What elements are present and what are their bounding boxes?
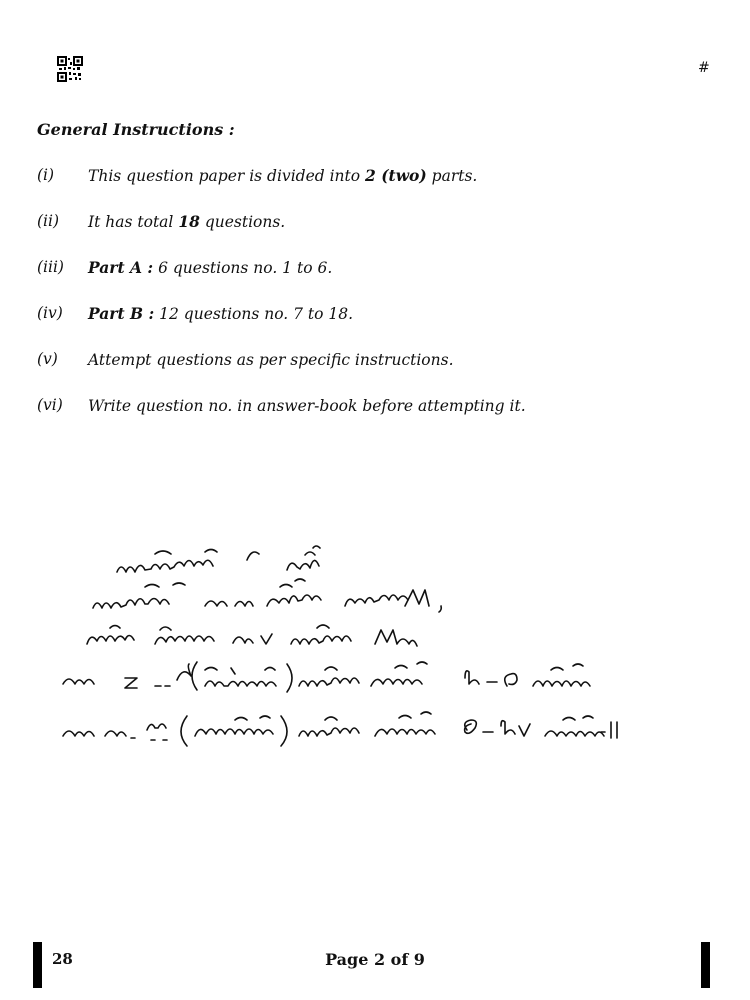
corner-mark: # xyxy=(698,60,710,76)
instruction-number: (i) xyxy=(37,166,55,184)
instruction-text: Attempt questions as per specific instructions. xyxy=(88,351,454,369)
page-code: 28 xyxy=(52,950,73,968)
instruction-text: Write question no. in answer-book before attempting it. xyxy=(88,397,526,415)
instruction-item xyxy=(37,350,717,396)
instruction-item xyxy=(37,304,717,350)
instruction-text: It has total 18 questions. xyxy=(88,212,286,231)
instruction-number: (vi) xyxy=(37,396,63,414)
instruction-text: Part B : 12 questions no. 7 to 18. xyxy=(88,304,354,323)
instruction-text: This question paper is divided into 2 (two) parts. xyxy=(88,166,478,185)
instruction-number: (v) xyxy=(37,350,58,368)
instruction-item xyxy=(37,166,717,212)
instruction-text: Part A : 6 questions no. 1 to 6. xyxy=(88,258,333,277)
page-number: Page 2 of 9 xyxy=(325,950,425,969)
instruction-item xyxy=(37,212,717,258)
instruction-item xyxy=(37,396,717,442)
instruction-number: (iii) xyxy=(37,258,64,276)
instruction-number: (iv) xyxy=(37,304,63,322)
qr-code-icon xyxy=(57,56,83,82)
instruction-item xyxy=(37,258,717,304)
instructions-heading: General Instructions : xyxy=(37,120,235,139)
instructions-list xyxy=(37,166,717,442)
handwritten-script-block xyxy=(55,540,715,760)
instruction-number: (ii) xyxy=(37,212,60,230)
